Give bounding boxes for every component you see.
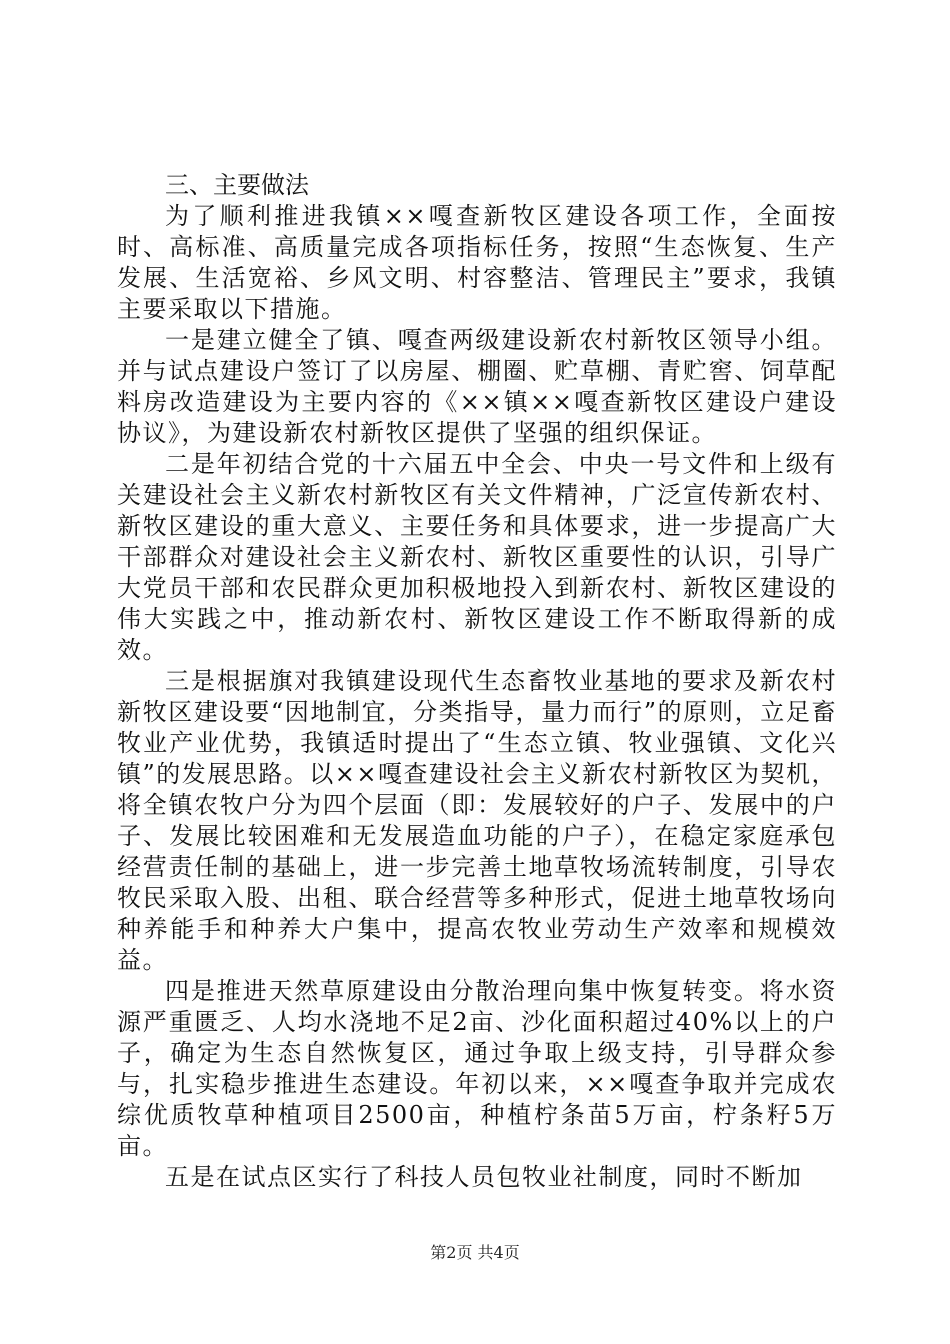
- paragraph-measure-4: 四是推进天然草原建设由分散治理向集中恢复转变。将水资源严重匮乏、人均水浇地不足2亩、沙化面积超过40%以上的户子，确定为生态自然恢复区，通过争取上级支持，引导群众参与，扎实稳步推进生态建设。年初以来，××嘎查争取并完成农综优质牧草种植项目2500亩，种植柠条苗5万亩，柠条籽5万亩。: [117, 977, 837, 1160]
- document-body: [117, 170, 837, 1193]
- paragraph-measure-1: 一是建立健全了镇、嘎查两级建设新农村新牧区领导小组。并与试点建设户签订了以房屋、棚圈、贮草棚、青贮窖、饲草配料房改造建设为主要内容的《××镇××嘎查新牧区建设户建设协议》，为建设新农村新牧区提供了坚强的组织保证。: [117, 326, 837, 447]
- paragraph-measure-5: 五是在试点区实行了科技人员包牧业社制度，同时不断加: [165, 1163, 803, 1191]
- page-footer: 第2页 共4页: [430, 1243, 520, 1262]
- section-heading: 三、主要做法: [165, 171, 309, 199]
- paragraph-intro: 为了顺利推进我镇××嘎查新牧区建设各项工作，全面按时、高标准、高质量完成各项指标任务，按照“生态恢复、生产发展、生活宽裕、乡风文明、村容整洁、管理民主”要求，我镇主要采取以下措施。: [117, 202, 837, 323]
- paragraph-measure-3: 三是根据旗对我镇建设现代生态畜牧业基地的要求及新农村新牧区建设要“因地制宜，分类指导，量力而行”的原则，立足畜牧业产业优势，我镇适时提出了“生态立镇、牧业强镇、文化兴镇”的发展思路。以××嘎查建设社会主义新农村新牧区为契机，将全镇农牧户分为四个层面（即：发展较好的户子、发展中的户子、发展比较困难和无发展造血功能的户子），在稳定家庭承包经营责任制的基础上，进一步完善土地草牧场流转制度，引导农牧民采取入股、出租、联合经营等多种形式，促进土地草牧场向种养能手和种养大户集中，提高农牧业劳动生产效率和规模效益。: [117, 667, 837, 974]
- paragraph-measure-2: 二是年初结合党的十六届五中全会、中央一号文件和上级有关建设社会主义新农村新牧区有关文件精神，广泛宣传新农村、新牧区建设的重大意义、主要任务和具体要求，进一步提高广大干部群众对建设社会主义新农村、新牧区重要性的认识，引导广大党员干部和农民群众更加积极地投入到新农村、新牧区建设的伟大实践之中，推动新农村、新牧区建设工作不断取得新的成效。: [117, 450, 837, 664]
